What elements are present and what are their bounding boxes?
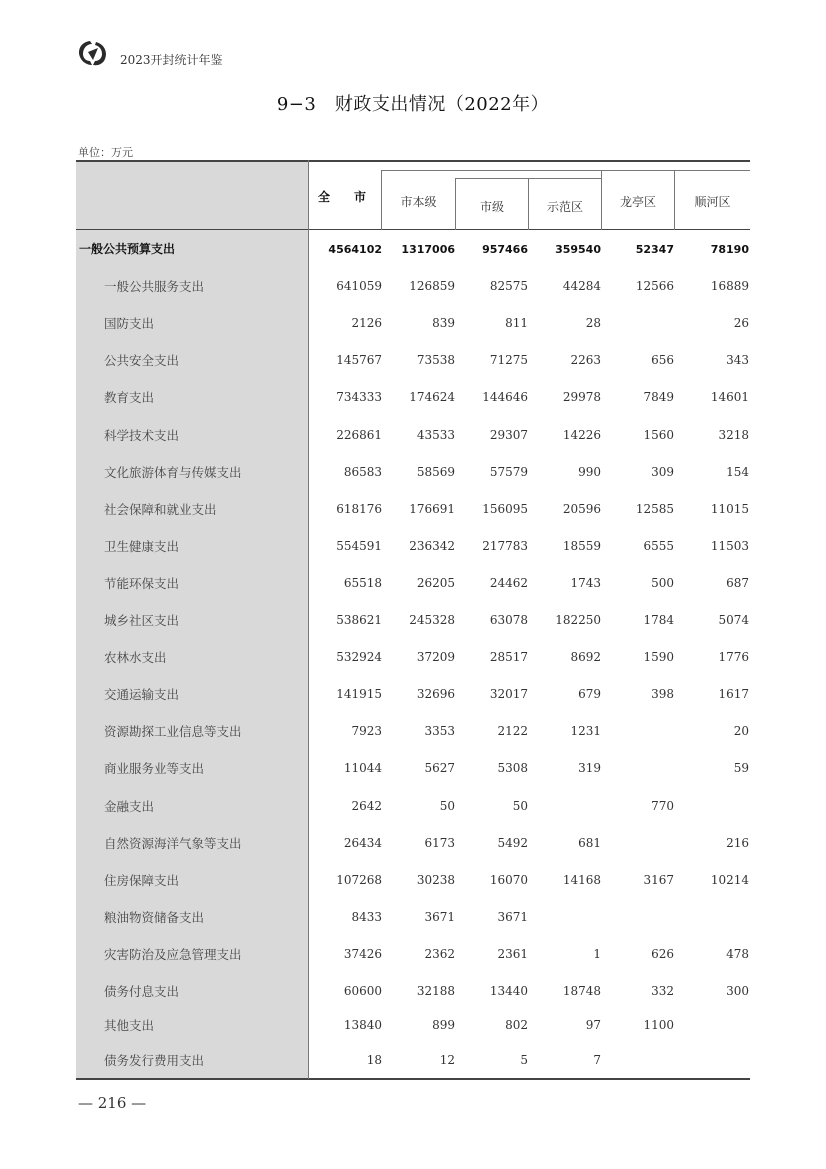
table-cell [604,1042,674,1079]
table-cell: 957466 [482,243,528,256]
table-cell: 52347 [635,243,674,256]
table-cell: 13440 [489,984,528,998]
table-row [76,602,750,639]
table-cell: 309 [651,464,674,479]
header-bottom-rule [76,229,750,230]
table-cell: 1100 [643,1018,674,1032]
row-label: 农林水支出 [104,650,167,666]
table-row [76,342,750,379]
table-cell: 236342 [409,538,455,553]
table-cell: 50 [512,798,528,813]
table-cell: 5074 [718,613,749,627]
table-cell: 28 [585,316,601,331]
table-cell: 144646 [482,390,528,405]
table-row [76,788,750,825]
table-cell: 802 [505,1018,528,1032]
table-cell: 226861 [336,427,382,442]
table-cell: 500 [651,575,674,590]
table-cell: 11015 [710,501,749,516]
row-label: 债务付息支出 [104,984,180,999]
table-cell: 5492 [497,835,528,850]
table-cell: 28517 [489,650,528,665]
row-label: 灾害防治及应急管理支出 [104,946,242,962]
table-cell [679,1007,749,1044]
table-cell: 1317006 [401,243,455,256]
table-cell: 82575 [489,279,528,294]
table-row [76,1042,750,1079]
table-cell: 3353 [424,724,455,739]
table-row [76,639,750,676]
table-cell [604,305,674,342]
table-row-total [76,231,750,268]
table-cell: 24462 [489,575,528,590]
row-label: 科学技术支出 [104,427,180,443]
table-cell: 182250 [555,613,601,627]
table-row [76,528,750,565]
table-cell: 176691 [409,501,455,516]
row-label: 粮油物资储备支出 [104,909,205,925]
table-cell: 18559 [562,538,601,553]
table-cell: 26 [733,316,749,331]
table-row [76,750,750,787]
table-cell [531,899,601,936]
table-cell: 86583 [343,464,382,479]
table-cell: 2361 [497,946,528,961]
table-cell: 11044 [343,761,382,776]
table-cell: 97 [585,1018,601,1032]
table-cell: 32696 [416,687,455,702]
table-cell: 6173 [424,835,455,850]
table-row [76,1007,750,1044]
table-cell: 7923 [351,724,382,739]
table-cell: 216 [726,835,749,850]
table-cell: 687 [726,575,749,590]
table-cell: 29307 [489,427,528,442]
table-row [76,379,750,416]
table-cell: 618176 [336,501,382,516]
table-cell: 6555 [643,538,674,553]
table-cell: 5308 [497,761,528,776]
table-cell: 641059 [336,279,382,294]
table-cell [531,788,601,825]
page-number: — 216 — [78,1094,147,1112]
table-cell: 11503 [710,538,749,553]
table-cell: 359540 [555,243,601,256]
table-cell [679,1042,749,1079]
table-row [76,936,750,973]
table-cell: 7 [593,1053,601,1067]
table-cell: 43533 [416,427,455,442]
table-cell: 73538 [416,353,455,368]
table-cell: 343 [726,353,749,368]
table-cell: 7849 [643,390,674,405]
table-cell: 319 [578,761,601,776]
row-label: 其他支出 [104,1018,155,1033]
table-cell: 57579 [489,464,528,479]
column-header-longting: 龙亭区 [619,195,656,209]
table-cell: 3218 [718,427,749,442]
table-cell: 59 [733,761,749,776]
table-cell: 1560 [643,427,674,442]
table-cell: 18 [366,1053,382,1067]
table-cell: 126859 [409,279,455,294]
table-cell: 156095 [482,501,528,516]
table-cell: 217783 [482,538,528,553]
table-cell: 145767 [336,353,382,368]
table-title: 9−3 财政支出情况（2022年） [276,94,550,115]
table-cell: 990 [578,464,601,479]
table-cell: 20596 [562,501,601,516]
table-cell: 1784 [643,613,674,627]
table-cell: 32017 [489,687,528,702]
table-cell: 1743 [570,575,601,590]
row-label: 一般公共服务支出 [104,279,205,295]
row-label: 一般公共预算支出 [79,242,176,256]
page-header [76,38,376,68]
table-cell: 12585 [635,501,674,516]
table-cell: 13840 [343,1018,382,1032]
table-cell: 679 [578,687,601,702]
row-label: 资源勘探工业信息等支出 [104,724,242,740]
table-cell [679,899,749,936]
unit-label: 单位：万元 [78,146,133,159]
table-cell: 174624 [409,390,455,405]
table-cell: 2126 [351,316,382,331]
table-row [76,713,750,750]
row-label: 自然资源海洋气象等支出 [104,835,242,851]
table-row [76,454,750,491]
table-cell: 839 [432,316,455,331]
table-cell: 16889 [710,279,749,294]
row-label: 文化旅游体育与传媒支出 [104,464,242,480]
row-label: 城乡社区支出 [104,613,180,628]
row-label: 住房保障支出 [104,872,180,888]
table-row [76,676,750,713]
table-cell: 10214 [710,872,749,887]
row-label: 教育支出 [104,390,155,406]
table-cell: 332 [651,984,674,998]
table-cell: 20 [733,724,749,739]
row-label: 交通运输支出 [104,687,180,703]
table-cell: 12566 [635,279,674,294]
table-cell: 44284 [562,279,601,294]
table-cell: 656 [651,353,674,368]
table-cell: 2122 [497,724,528,739]
table-cell: 478 [726,946,749,961]
table-row [76,491,750,528]
table-cell [604,899,674,936]
table-cell: 1617 [718,687,749,702]
table-cell: 398 [651,687,674,702]
table-cell: 538621 [336,613,382,627]
row-label: 卫生健康支出 [104,538,180,554]
table-cell: 26434 [343,835,382,850]
table-cell: 626 [651,946,674,961]
table-cell: 14601 [710,390,749,405]
table-cell: 18748 [562,984,601,998]
table-cell: 12 [439,1053,455,1067]
table-row [76,862,750,899]
row-label: 债务发行费用支出 [104,1053,205,1068]
table-cell: 8692 [570,650,601,665]
table-cell: 16070 [489,872,528,887]
table-row [76,268,750,305]
table-cell: 3167 [643,872,674,887]
table-top-rule [76,160,750,162]
table-cell: 5627 [424,761,455,776]
table-cell: 29978 [562,390,601,405]
column-header-shunhe: 顺河区 [694,195,731,209]
row-label: 商业服务业等支出 [104,761,205,777]
table-cell: 154 [726,464,749,479]
table-cell: 58569 [416,464,455,479]
row-label: 国防支出 [104,316,155,332]
table-cell: 5 [520,1053,528,1067]
table-cell: 63078 [489,613,528,627]
table-row [76,825,750,862]
table-cell: 245328 [409,613,455,627]
table-cell: 1 [593,946,601,961]
row-label: 金融支出 [104,798,155,814]
table-cell: 32188 [416,984,455,998]
header-step-rule [381,170,601,171]
column-header-city-level-total: 市本级 [400,195,437,209]
book-title: 2023开封统计年鉴 [120,53,223,67]
column-header-demo-zone: 示范区 [546,200,583,214]
table-cell: 3671 [424,909,455,924]
table-cell: 4564102 [328,243,382,256]
table-cell: 30238 [416,872,455,887]
table-row [76,305,750,342]
table-cell: 1231 [570,724,601,739]
header-step-rule [601,170,750,171]
table-cell: 811 [505,316,528,331]
table-cell [604,825,674,862]
table-cell: 1590 [643,650,674,665]
table-cell: 300 [726,984,749,998]
table-cell: 141915 [336,687,382,702]
table-cell: 2263 [570,353,601,368]
table-row [76,899,750,936]
table-cell: 65518 [343,575,382,590]
table-cell: 2362 [424,946,455,961]
table-cell: 734333 [336,390,382,405]
table-cell: 532924 [336,650,382,665]
table-cell: 50 [439,798,455,813]
table-cell: 26205 [416,575,455,590]
table-row [76,973,750,1010]
table-cell: 107268 [336,872,382,887]
table-cell: 14168 [562,872,601,887]
column-header-municipal: 市级 [479,200,504,214]
table-cell: 8433 [351,909,382,924]
table-row [76,565,750,602]
table-cell: 37209 [416,650,455,665]
row-label: 公共安全支出 [104,353,180,369]
table-row [76,417,750,454]
yearbook-logo-icon [76,38,110,68]
table-cell: 14226 [562,427,601,442]
table-cell: 681 [578,835,601,850]
table-cell: 78190 [710,243,749,256]
table-cell [604,713,674,750]
column-header-city-total: 全 市 [317,190,372,204]
table-cell [604,750,674,787]
table-cell: 899 [432,1018,455,1032]
table-cell: 554591 [336,538,382,553]
row-label: 社会保障和就业支出 [104,501,217,517]
row-label: 节能环保支出 [104,575,180,591]
table-cell: 2642 [351,798,382,813]
table-cell: 3671 [497,909,528,924]
table-cell: 60600 [343,984,382,998]
table-cell: 1776 [718,650,749,665]
table-cell: 71275 [489,353,528,368]
table-cell: 37426 [343,946,382,961]
table-cell: 770 [651,798,674,813]
table-cell [679,788,749,825]
